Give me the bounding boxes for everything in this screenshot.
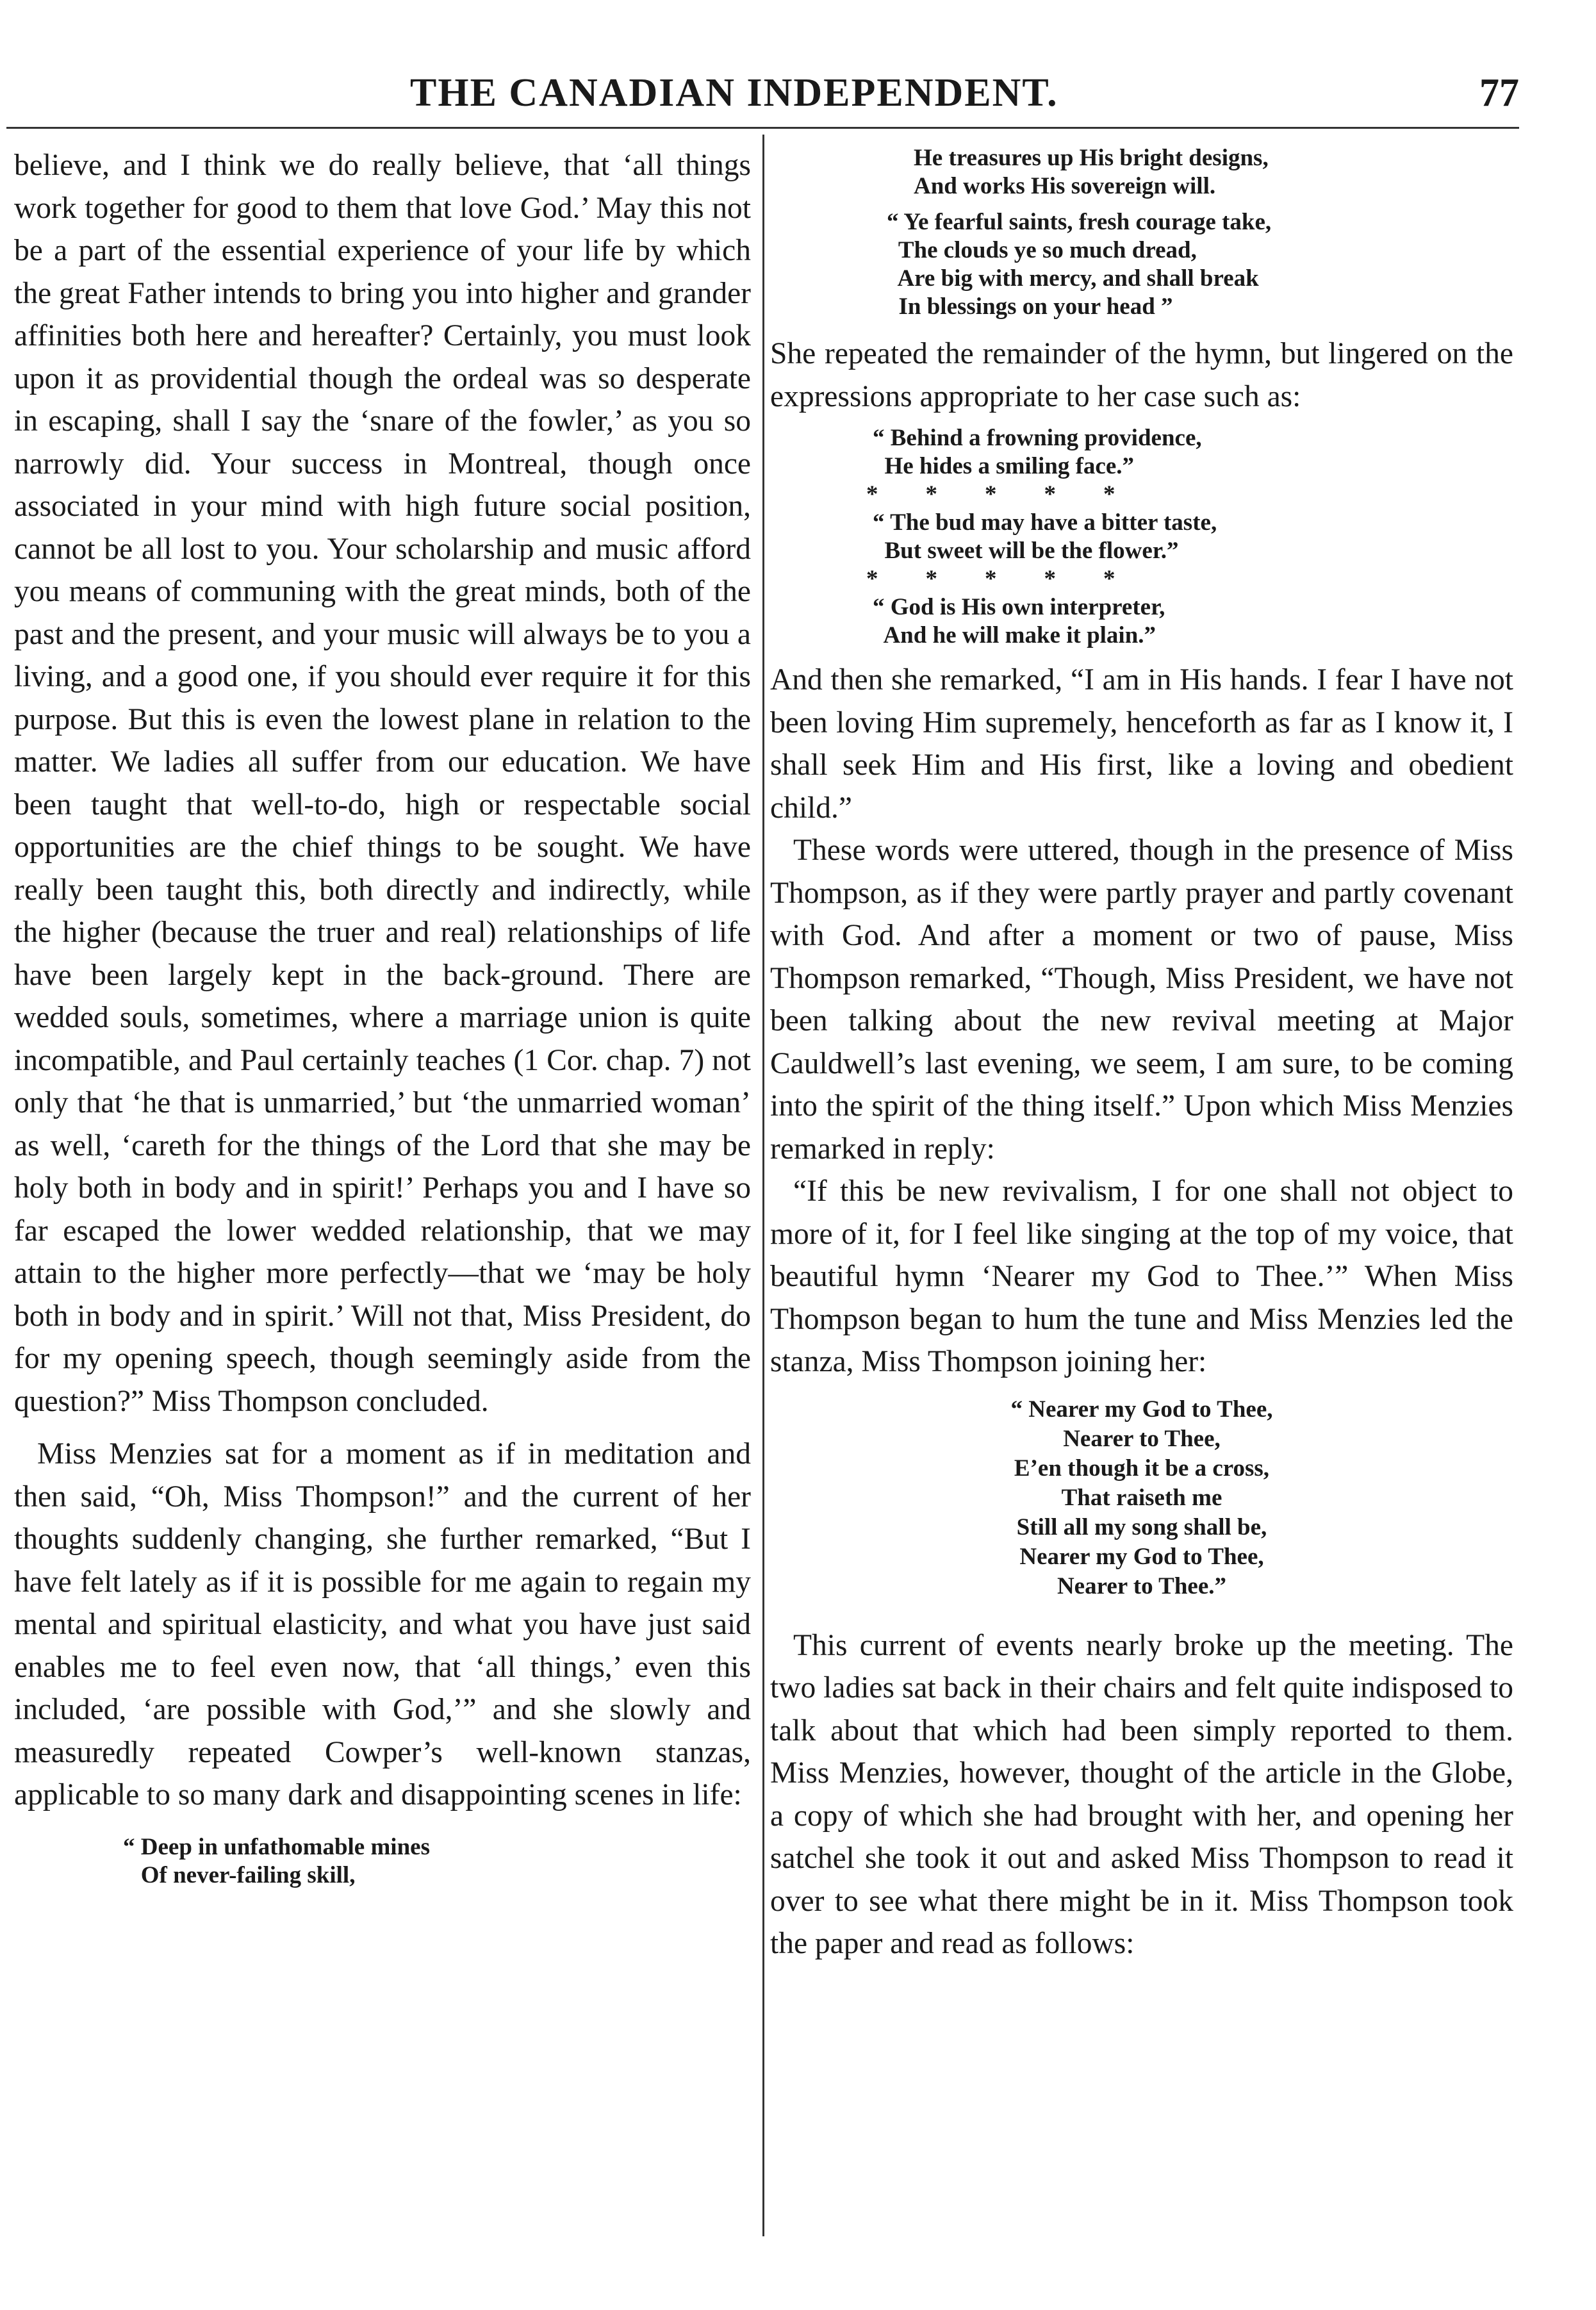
page-number: 77: [1479, 71, 1519, 115]
verse: He treasures up His bright designs, And works His sovereign will.: [914, 145, 1269, 199]
left-column: [14, 144, 751, 1890]
header-rule: [6, 127, 1519, 129]
ellipsis-stars: * * * * *: [866, 566, 1115, 592]
verse: “ God is His own interpreter, And he will make it plain.”: [873, 594, 1165, 648]
verse: “ Nearer my God to Thee, Nearer to Thee, E’en though it be a cross, That raiseth me Still all my song shall be, Nearer my God to Thee, Nearer to Thee.”: [1010, 1396, 1273, 1599]
running-title: THE CANADIAN INDEPENDENT.: [410, 71, 1058, 115]
verse: “ Behind a frowning providence, He hides a smiling face.”: [873, 425, 1202, 479]
verse: “ Ye fearful saints, fresh courage take, The clouds ye so much dread, Are big with mercy, and shall break In blessings on your head ”: [887, 209, 1272, 320]
paragraph: believe, and I think we do really believe, that ‘all things work together for good to them that love God.’ May this not be a part of the essential experience of your life by which the great Father intends to bring you into higher and grander affinities both here and hereafter? Certainly, you must look upon it as providential though the ordeal was so desperate in escaping, shall I say the ‘snare of the fowler,’ as you so narrowly did. Your success in Montreal, though once associated in your mind with high future social position, cannot be all lost to you. Your scholarship and music afford you means of communing with the great minds, both of the past and the present, and your music will always be to you a living, and a good one, if you should ever require it for this purpose. But this is even the lowest plane in relation to the matter. We ladies all suffer from our education. We have been taught that well-to-do, high or respectable social opportunities are the chief things to be sought. We have really been taught this, both directly and indirectly, while the higher (because the truer and real) relationships of life have been largely kept in the back-ground. There are wedded souls, sometimes, where a marriage union is quite incompatible, and Paul certainly teaches (1 Cor. chap. 7) not only that ‘he that is unmarried,’ but ‘the unmarried woman’ as well, ‘careth for the things of the Lord that she may be holy both in body and in spirit!’ Perhaps you and I have so far escaped the lower wedded relationship, that we may attain to the higher more perfectly—that we ‘may be holy both in body and in spirit.’ Will not that, Miss President, do for my opening speech, though seemingly aside from the question?” Miss Thompson concluded.: [14, 149, 751, 1418]
right-column: [770, 144, 1513, 1965]
ellipsis-stars: * * * * *: [866, 481, 1115, 507]
paragraph: And then she remarked, “I am in His hands. I fear I have not been loving Him supremely, henceforth as far as I know it, I shall seek Him and His first, like a loving and obedient child.”: [770, 663, 1513, 825]
paragraph: These words were uttered, though in the presence of Miss Thompson, as if they were partly prayer and partly covenant with God. And after a moment or two of pause, Miss Thompson remarked, “Though, Miss President, we have not been talking about the new revival meeting at Major Cauldwell’s last evening, we seem, I am sure, to be coming into the spirit of the thing itself.” Upon which Miss Menzies remarked in reply:: [770, 834, 1513, 1166]
page-header: [0, 70, 1596, 122]
paragraph: “If this be new revivalism, I for one shall not object to more of it, for I feel like singing at the top of my voice, that beautiful hymn ‘Nearer my God to Thee.’” When Miss Thompson began to hum the tune and Miss Menzies led the stanza, Miss Thompson joining her:: [770, 1175, 1513, 1378]
verse: “ The bud may have a bitter taste, But sweet will be the flower.”: [873, 509, 1217, 564]
verse: “ Deep in unfathomable mines Of never-failing skill,: [123, 1833, 430, 1888]
paragraph: She repeated the remainder of the hymn, but lingered on the expressions appropriate to her case such as:: [770, 337, 1513, 413]
column-divider: [762, 135, 764, 2236]
paragraph: Miss Menzies sat for a moment as if in meditation and then said, “Oh, Miss Thompson!” and the current of her thoughts suddenly changing, she further remarked, “But I have felt lately as if it is possible for me again to regain my mental and spiritual elasticity, and what you have just said enables me to feel even now, that ‘all things,’ even this included, ‘are possible with God,’” and she slowly and measuredly repeated Cowper’s well-known stanzas, applicable to so many dark and disappointing scenes in life:: [14, 1437, 751, 1811]
paragraph: This current of events nearly broke up the meeting. The two ladies sat back in their chairs and felt quite indisposed to talk about that which had been simply reported to them. Miss Menzies, however, thought of the article in the Globe, a copy of which she had brought with her, and opening her satchel she took it out and asked Miss Thompson to read it over to see what there might be in it. Miss Thompson took the paper and read as follows:: [770, 1628, 1513, 1960]
